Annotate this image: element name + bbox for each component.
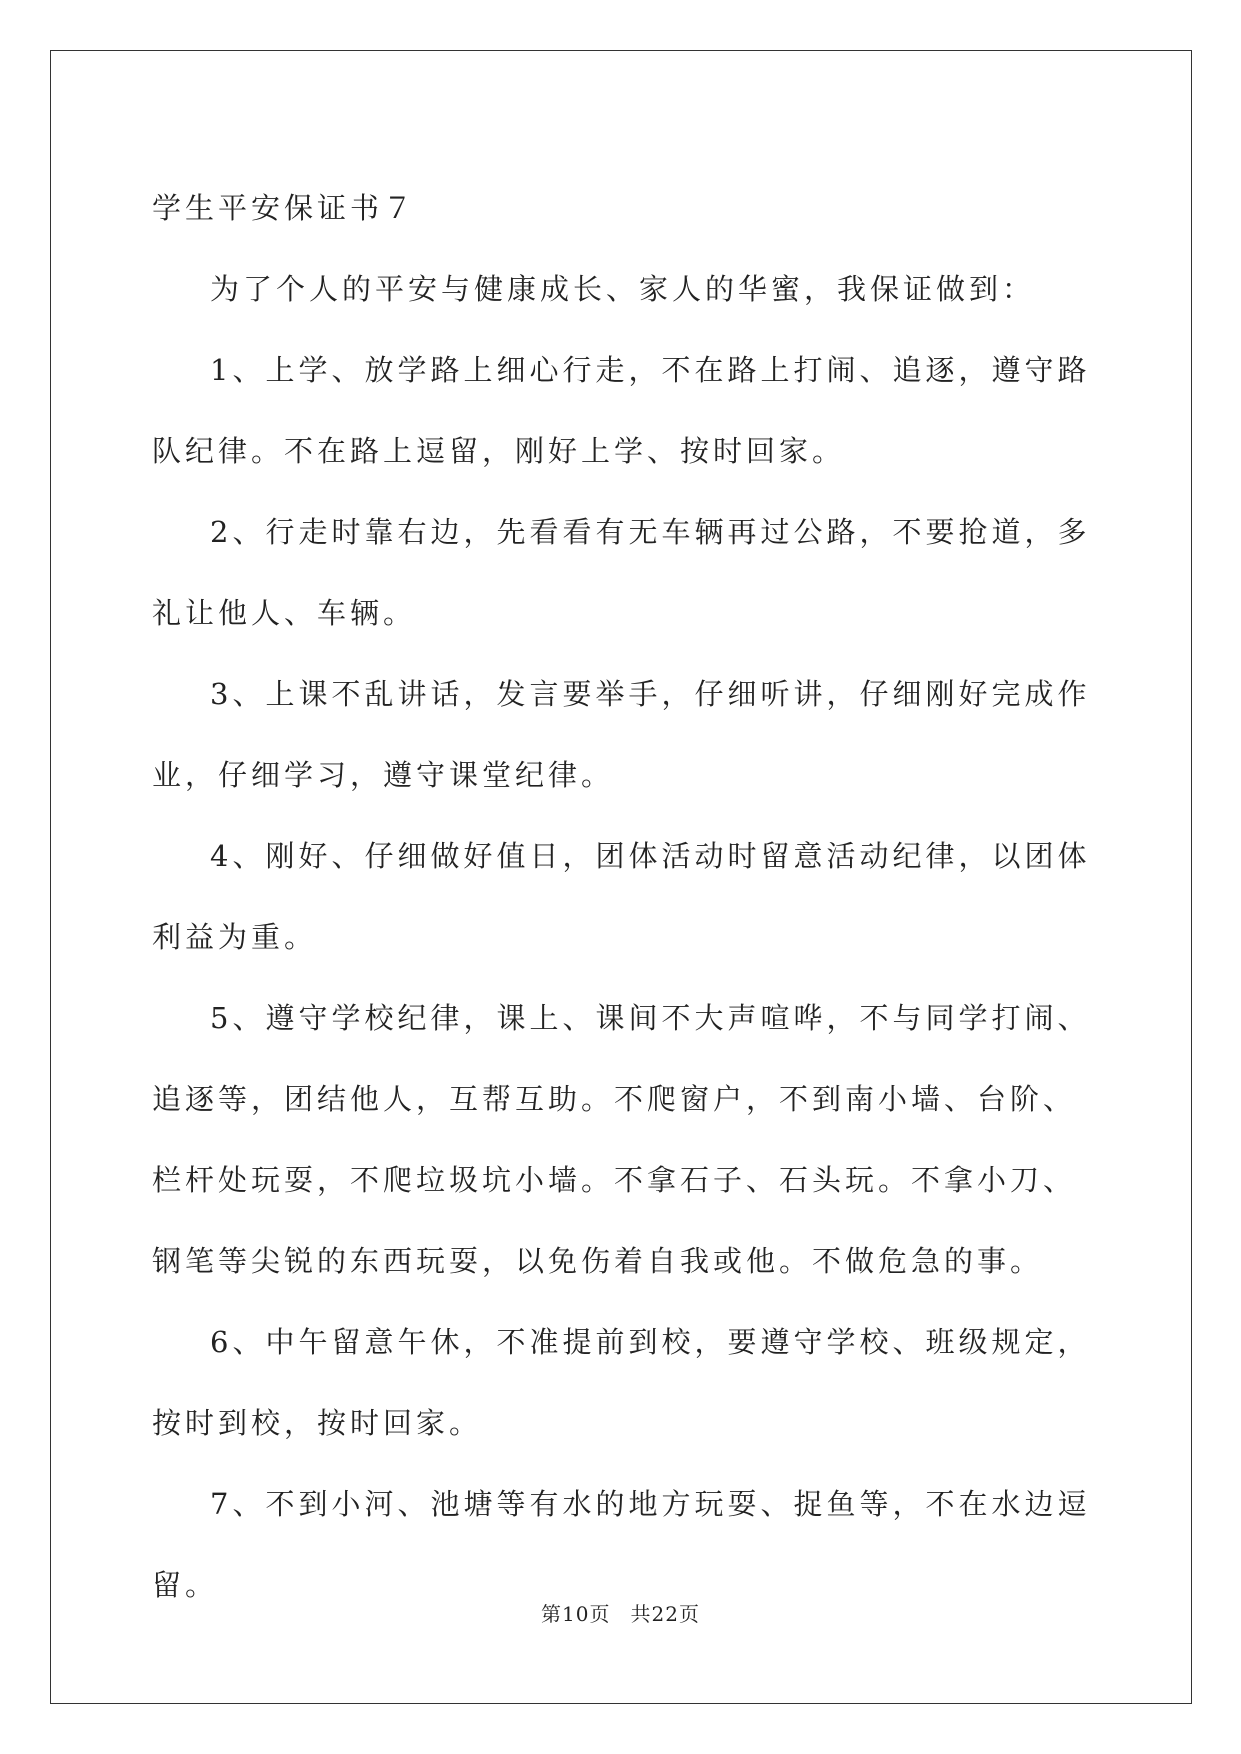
paragraph-item-6: 6、中午留意午休，不准提前到校，要遵守学校、班级规定，按时到校，按时回家。 xyxy=(152,1325,1091,1440)
page-footer xyxy=(0,1598,1241,1627)
paragraph-item-3: 3、上课不乱讲话，发言要举手，仔细听讲，仔细刚好完成作业，仔细学习，遵守课堂纪律。 xyxy=(152,677,1091,792)
document-title: 学生平安保证书７ xyxy=(152,191,417,225)
paragraph-item-4: 4、刚好、仔细做好值日，团体活动时留意活动纪律，以团体利益为重。 xyxy=(152,839,1091,954)
paragraph-item-1: 1、上学、放学路上细心行走，不在路上打闹、追逐，遵守路队纪律。不在路上逗留，刚好上学、按时回家。 xyxy=(152,353,1091,468)
current-page-number: 第10页 xyxy=(541,1602,611,1626)
paragraph-item-5: 5、遵守学校纪律，课上、课间不大声喧哗，不与同学打闹、追逐等，团结他人，互帮互助。不爬窗户，不到南小墙、台阶、栏杆处玩耍，不爬垃圾坑小墙。不拿石子、石头玩。不拿小刀、钢笔等尖锐的东西玩耍，以免伤着自我或他。不做危急的事。 xyxy=(152,1001,1091,1278)
paragraph-intro: 为了个人的平安与健康成长、家人的华蜜，我保证做到： xyxy=(210,272,1036,306)
document-body xyxy=(152,168,1092,1626)
total-page-count: 共22页 xyxy=(630,1602,700,1626)
paragraph-item-7: 7、不到小河、池塘等有水的地方玩耍、捉鱼等，不在水边逗留。 xyxy=(152,1487,1091,1602)
paragraph-item-2: 2、行走时靠右边，先看看有无车辆再过公路，不要抢道，多礼让他人、车辆。 xyxy=(152,515,1091,630)
